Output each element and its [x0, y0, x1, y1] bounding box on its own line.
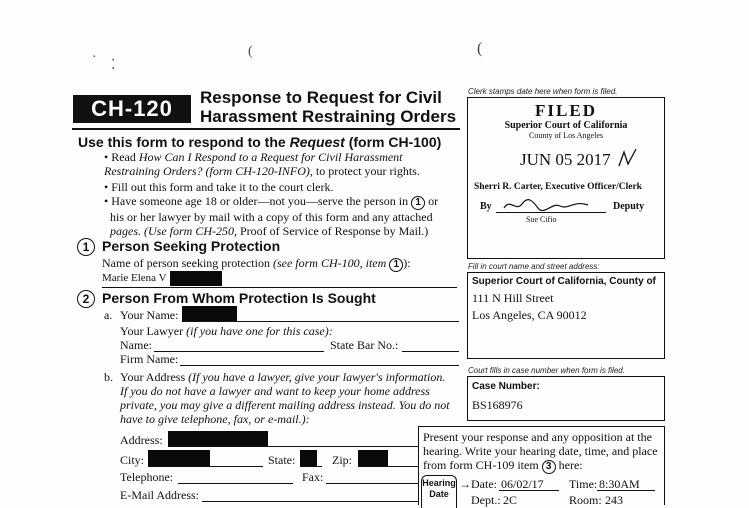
- address-field-label: Address:: [120, 433, 163, 447]
- protected-name-value: Marie Elena V: [102, 272, 167, 284]
- form-id-badge: CH-120: [73, 95, 191, 123]
- clerk-stamp-box: [467, 97, 665, 259]
- stamp-date: JUN 05 2017: [520, 150, 611, 169]
- address-instructions: Your Address (If you have a lawyer, give your lawyer's information. If you do not have a lawyer and want to keep your home address private, you may give a different mailing address instead. You do not have to give telephone, fax, or e-mail.):: [120, 370, 450, 426]
- hearing-time-label: Time:: [569, 477, 598, 491]
- your-name-label: Your Name:: [120, 308, 179, 322]
- instruction-1: • Read How Can I Respond to a Request for Civil Harassment Restraining Orders? (form CH-120-INFO), to protect your rights.: [104, 150, 420, 178]
- redaction-block: [182, 306, 237, 321]
- state-bar-line: [402, 351, 459, 352]
- redaction-block: [148, 450, 210, 466]
- hearing-box: [418, 426, 665, 505]
- scan-mark: (: [477, 40, 483, 57]
- section-2-number: 2: [77, 290, 95, 308]
- hearing-arrow: →: [459, 477, 471, 491]
- hearing-dept-value: 2C: [503, 493, 518, 507]
- telephone-field-label: Telephone:: [120, 470, 174, 484]
- city-field-label: City:: [120, 453, 145, 467]
- stamp-court-line1: Superior Court of California: [504, 120, 628, 131]
- form-title-line1: Response to Request for Civil: [200, 88, 442, 107]
- redaction-block: [170, 271, 222, 286]
- fax-line: [326, 483, 418, 484]
- case-number-value: BS168976: [472, 398, 523, 412]
- stamp-by-label: By: [480, 201, 492, 212]
- hearing-date-tab: Hearing Date: [421, 475, 457, 508]
- hearing-instructions: Present your response and any opposition at the hearing. Write your hearing date, time, and place from form CH-109 item 3 here:: [423, 430, 658, 472]
- hearing-room-label: Room:: [569, 493, 602, 507]
- hearing-dept-label: Dept.:: [471, 493, 501, 507]
- fax-field-label: Fax:: [302, 470, 324, 484]
- hearing-date-line: [499, 490, 559, 491]
- city-line: [148, 466, 263, 467]
- item-b-letter: b.: [104, 370, 113, 384]
- scan-mark: (: [248, 44, 253, 59]
- clerk-box-label: Clerk stamps date here when form is filed.: [468, 87, 618, 96]
- protected-name-line: [102, 287, 457, 288]
- form-subheading: Use this form to respond to the Request (form CH-100): [78, 134, 442, 150]
- filed-stamp: FILED: [535, 101, 597, 120]
- firm-name-line: [180, 365, 459, 366]
- court-name-box: [467, 272, 665, 359]
- court-line3: Los Angeles, CA 90012: [472, 308, 587, 322]
- state-field-label: State:: [268, 453, 296, 467]
- court-box-label: Fill in court name and street address:: [468, 262, 600, 271]
- scan-mark: ⁚: [111, 58, 116, 73]
- scan-mark: ·: [92, 50, 97, 65]
- state-bar-label: State Bar No.:: [330, 338, 399, 352]
- instruction-2: • Fill out this form and take it to the court clerk.: [104, 180, 334, 194]
- zip-line: [358, 466, 418, 467]
- stamp-deputy-label: Deputy: [613, 201, 645, 212]
- case-box-label: Court fills in case number when form is filed.: [468, 366, 625, 375]
- stamp-deputy-name: Sue Cifio: [526, 215, 557, 224]
- hearing-time-line: [597, 490, 655, 491]
- state-line: [300, 466, 322, 467]
- protected-name-label: Name of person seeking protection (see form CH-100, item 1 ):: [102, 256, 411, 270]
- address-line: [168, 446, 418, 447]
- firm-name-label: Firm Name:: [120, 352, 179, 366]
- initials-mark: [616, 146, 640, 170]
- court-line1: Superior Court of California, County of: [472, 276, 656, 287]
- hearing-date-value: 06/02/17: [501, 477, 544, 491]
- deputy-signature: [502, 196, 592, 214]
- section-1-heading: Person Seeking Protection: [102, 238, 281, 254]
- case-number-box: [467, 376, 665, 421]
- case-number-label: Case Number:: [472, 381, 540, 392]
- lawyer-name-line: [154, 351, 324, 352]
- zip-field-label: Zip:: [332, 453, 352, 467]
- header-rule: [72, 128, 460, 130]
- form-title-line2: Harassment Restraining Orders: [200, 107, 457, 126]
- hearing-time-value: 8:30AM: [599, 477, 640, 491]
- redaction-block: [358, 450, 388, 466]
- your-lawyer-label: Your Lawyer (if you have one for this case):: [120, 324, 333, 338]
- hearing-date-label: Date:: [471, 477, 497, 491]
- your-name-line: [182, 321, 459, 322]
- redaction-block: [300, 450, 317, 466]
- lawyer-name-label: Name:: [120, 338, 152, 352]
- item-a-letter: a.: [104, 308, 113, 322]
- section-2-heading: Person From Whom Protection Is Sought: [102, 290, 376, 306]
- stamp-court-line2: County of Los Angeles: [529, 131, 603, 140]
- telephone-line: [178, 483, 293, 484]
- court-line2: 111 N Hill Street: [472, 291, 554, 305]
- section-1-number: 1: [77, 238, 95, 256]
- stamp-clerk-line: Sherri R. Carter, Executive Officer/Clerk: [474, 182, 642, 192]
- email-field-label: E-Mail Address:: [120, 488, 199, 502]
- instruction-3: • Have someone age 18 or older—not you—serve the person in 1 or his or her lawyer by mail with a copy of this form and any attached pages. (Use form CH-250, Proof of Service of Response by Mail.): [104, 194, 439, 238]
- redaction-block: [168, 431, 268, 446]
- email-line: [202, 501, 418, 502]
- hearing-room-value: 243: [605, 493, 623, 507]
